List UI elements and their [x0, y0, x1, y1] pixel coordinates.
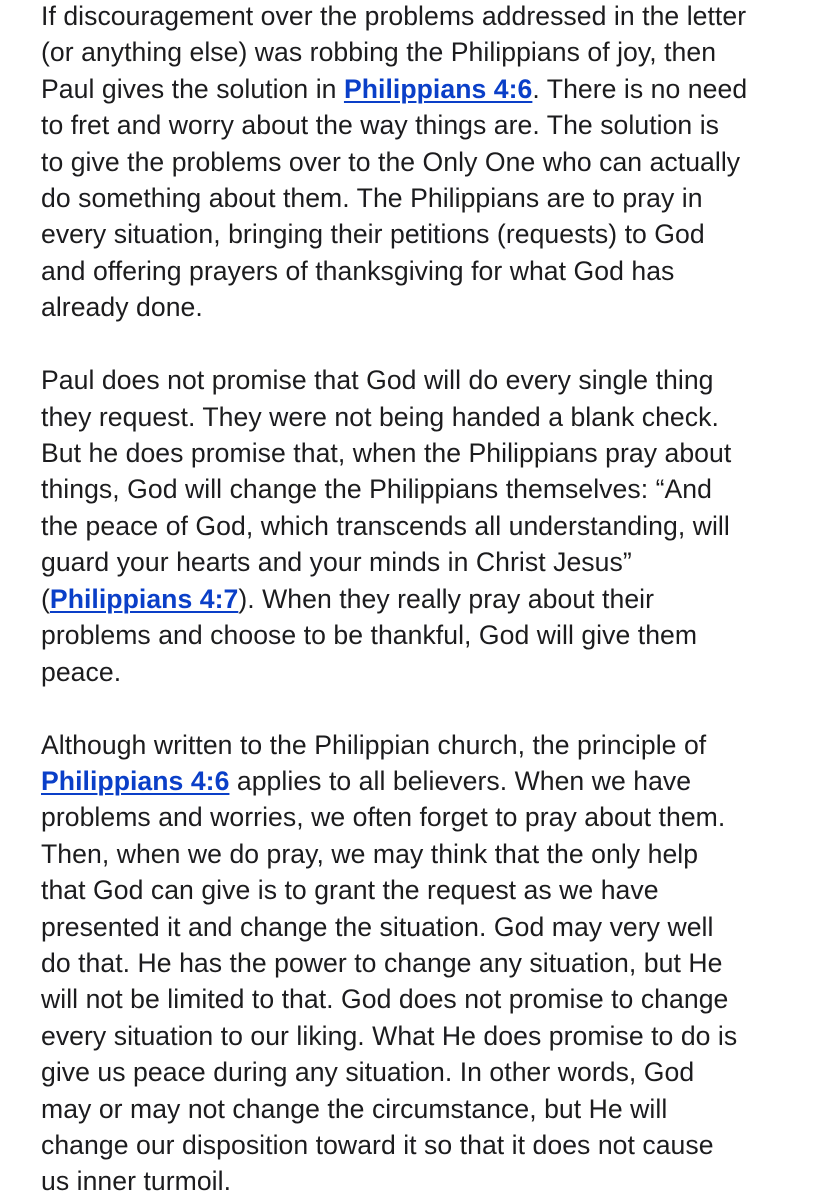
- text-run: to fret and worry about the way things are. The solution is: [41, 110, 720, 141]
- text-run: But he does promise that, when the Philippians pray about: [41, 438, 732, 469]
- scripture-reference-link[interactable]: Philippians 4:6: [343, 73, 533, 104]
- text-run: to give the problems over to the Only One who can actually: [41, 146, 741, 177]
- text-line: [41, 71, 831, 107]
- paragraph: [41, 727, 831, 1200]
- text-run: every situation to our liking. What He does promise to do is: [41, 1020, 738, 1051]
- text-run: us inner turmoil.: [41, 1166, 232, 1197]
- text-run: presented it and change the situation. God may very well: [41, 911, 714, 942]
- scripture-reference-link[interactable]: Philippians 4:6: [41, 765, 230, 796]
- text-run: (or anything else) was robbing the Philippians of joy, then: [41, 37, 717, 68]
- text-line: [41, 909, 831, 945]
- text-line: [41, 836, 831, 872]
- text-line: [41, 508, 831, 544]
- paragraph: [41, 362, 831, 690]
- text-line: [41, 654, 831, 690]
- text-run: give us peace during any situation. In other words, God: [41, 1057, 695, 1088]
- text-line: [41, 471, 831, 507]
- text-line: [41, 1091, 831, 1127]
- text-line: [41, 1054, 831, 1090]
- text-run: do something about them. The Philippians are to pray in: [41, 183, 703, 214]
- text-line: [41, 180, 831, 216]
- text-run: (: [41, 583, 50, 614]
- text-run: the peace of God, which transcends all understanding, will: [41, 510, 730, 541]
- text-run: ). When they really pray about their: [238, 583, 655, 614]
- text-line: [41, 1127, 831, 1163]
- text-run: problems and choose to be thankful, God will give them: [41, 620, 698, 651]
- text-run: Although written to the Philippian church, the principle of: [41, 729, 707, 760]
- text-run: every situation, bringing their petitions (requests) to God: [41, 219, 705, 250]
- text-line: [41, 216, 831, 252]
- text-line: [41, 362, 831, 398]
- text-line: [41, 34, 831, 70]
- text-run: they request. They were not being handed a blank check.: [41, 401, 719, 432]
- article-body: [41, 0, 831, 1200]
- text-line: [41, 544, 831, 580]
- text-line: [41, 144, 831, 180]
- text-run: Paul does not promise that God will do every single thing: [41, 365, 714, 396]
- text-run: already done.: [41, 292, 203, 323]
- text-line: [41, 253, 831, 289]
- text-run: problems and worries, we often forget to pray about them.: [41, 802, 726, 833]
- text-line: [41, 799, 831, 835]
- text-line: [41, 981, 831, 1017]
- paragraph: [41, 0, 831, 326]
- text-line: [41, 0, 831, 34]
- text-run: may or may not change the circumstance, but He will: [41, 1093, 668, 1124]
- text-line: [41, 617, 831, 653]
- text-line: [41, 435, 831, 471]
- text-line: [41, 399, 831, 435]
- text-line: [41, 1018, 831, 1054]
- text-run: things, God will change the Philippians themselves: “And: [41, 474, 712, 505]
- text-line: [41, 107, 831, 143]
- text-line: [41, 945, 831, 981]
- text-line: [41, 763, 831, 799]
- text-line: [41, 581, 831, 617]
- text-run: change our disposition toward it so that it does not cause: [41, 1129, 714, 1160]
- text-run: guard your hearts and your minds in Christ Jesus”: [41, 547, 632, 578]
- text-run: applies to all believers. When we have: [229, 765, 692, 796]
- text-run: Paul gives the solution in: [41, 73, 344, 104]
- text-run: If discouragement over the problems addressed in the letter: [41, 1, 747, 31]
- text-run: peace.: [41, 656, 122, 687]
- text-line: [41, 1163, 831, 1199]
- text-line: [41, 727, 831, 763]
- scripture-reference-link[interactable]: Philippians 4:7: [49, 583, 239, 614]
- text-line: [41, 872, 831, 908]
- text-run: . There is no need: [532, 73, 748, 104]
- text-run: that God can give is to grant the request as we have: [41, 875, 659, 906]
- text-run: Then, when we do pray, we may think that the only help: [41, 838, 699, 869]
- text-run: will not be limited to that. God does not promise to change: [41, 984, 729, 1015]
- text-line: [41, 289, 831, 325]
- text-run: and offering prayers of thanksgiving for what God has: [41, 255, 675, 286]
- text-run: do that. He has the power to change any situation, but He: [41, 947, 723, 978]
